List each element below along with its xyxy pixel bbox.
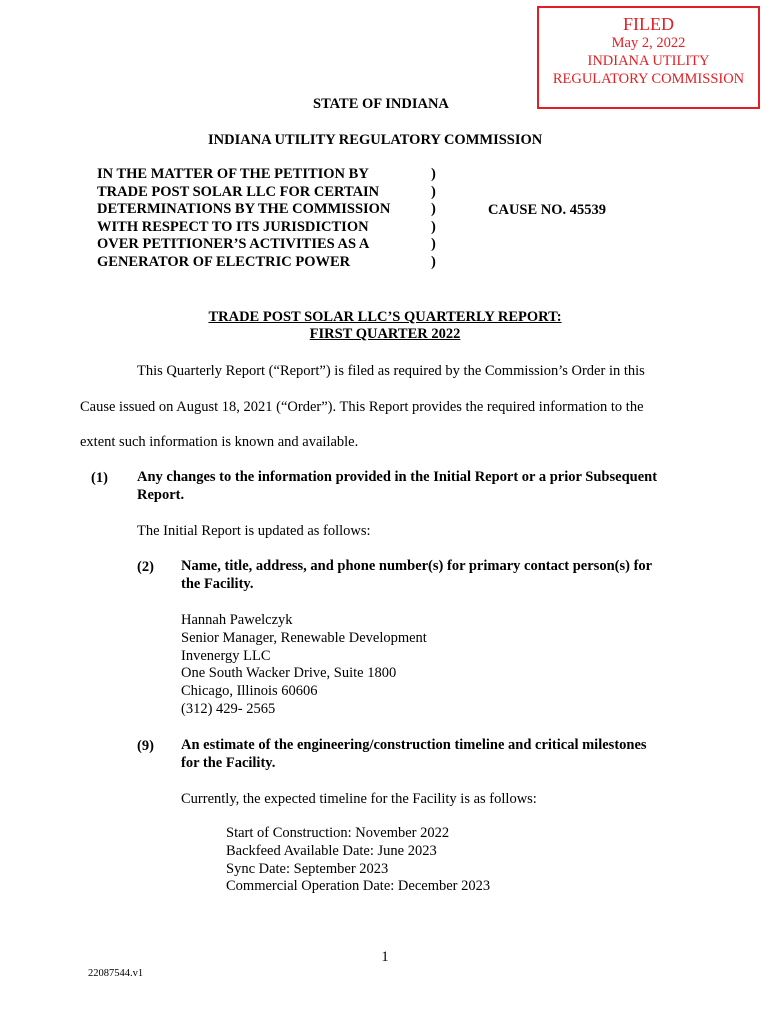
item-9-lead: Currently, the expected timeline for the Facility is as follows: bbox=[181, 791, 537, 807]
caption-parentheses bbox=[431, 166, 436, 272]
section-1-heading-line2: Report. bbox=[137, 486, 185, 503]
caption-line: TRADE POST SOLAR LLC FOR CERTAIN bbox=[97, 183, 380, 200]
milestone-backfeed: Backfeed Available Date: June 2023 bbox=[226, 842, 437, 859]
caption-line: OVER PETITIONER’S ACTIVITIES AS A bbox=[97, 236, 370, 253]
caption-paren: ) bbox=[431, 201, 436, 218]
page-number: 1 bbox=[381, 949, 389, 965]
commission-heading: INDIANA UTILITY REGULATORY COMMISSION bbox=[208, 132, 543, 148]
contact-block bbox=[181, 612, 427, 719]
section-1-heading-line1: Any changes to the information provided in the Initial Report or a prior Subsequent bbox=[137, 469, 658, 485]
caption-line: IN THE MATTER OF THE PETITION BY bbox=[97, 166, 369, 182]
case-caption bbox=[97, 166, 390, 272]
stamp-status: FILED bbox=[623, 14, 674, 34]
section-1-heading bbox=[137, 469, 657, 505]
intro-line3: extent such information is known and available. bbox=[80, 434, 359, 450]
report-title-line2: FIRST QUARTER 2022 bbox=[309, 326, 461, 342]
stamp-date: May 2, 2022 bbox=[611, 35, 686, 51]
contact-phone: (312) 429- 2565 bbox=[181, 700, 276, 717]
contact-street: One South Wacker Drive, Suite 1800 bbox=[181, 665, 397, 682]
item-2-heading bbox=[181, 558, 652, 594]
item-9-heading-line1: An estimate of the engineering/construction timeline and critical milestones bbox=[181, 737, 647, 753]
contact-title: Senior Manager, Renewable Development bbox=[181, 629, 427, 646]
item-2-heading-line2: the Facility. bbox=[181, 575, 254, 592]
item-9-number: (9) bbox=[137, 738, 154, 754]
caption-paren: ) bbox=[431, 183, 436, 200]
stamp-agency-line1: INDIANA UTILITY bbox=[587, 53, 710, 69]
milestone-construction: Start of Construction: November 2022 bbox=[226, 825, 450, 841]
caption-paren: ) bbox=[431, 236, 436, 253]
section-1-update-text: The Initial Report is updated as follows: bbox=[137, 523, 371, 539]
caption-paren: ) bbox=[431, 218, 436, 235]
caption-paren: ) bbox=[431, 166, 436, 182]
contact-name: Hannah Pawelczyk bbox=[181, 612, 293, 628]
state-heading: STATE OF INDIANA bbox=[313, 96, 449, 112]
filed-stamp bbox=[537, 6, 760, 109]
milestone-commercial-operation: Commercial Operation Date: December 2023 bbox=[226, 878, 491, 895]
item-2-number: (2) bbox=[137, 559, 154, 575]
report-title-line1: TRADE POST SOLAR LLC’S QUARTERLY REPORT: bbox=[208, 309, 562, 325]
item-9-heading-line2: for the Facility. bbox=[181, 754, 276, 771]
caption-line: WITH RESPECT TO ITS JURISDICTION bbox=[97, 218, 369, 235]
contact-company: Invenergy LLC bbox=[181, 647, 271, 664]
item-9-heading bbox=[181, 737, 647, 773]
contact-city: Chicago, Illinois 60606 bbox=[181, 683, 318, 700]
report-title bbox=[0, 309, 770, 343]
document-id: 22087544.v1 bbox=[88, 968, 144, 979]
caption-line: GENERATOR OF ELECTRIC POWER bbox=[97, 253, 351, 270]
item-2-heading-line1: Name, title, address, and phone number(s) for primary contact person(s) for bbox=[181, 558, 653, 574]
cause-number: CAUSE NO. 45539 bbox=[488, 202, 607, 218]
stamp-agency-line2: REGULATORY COMMISSION bbox=[552, 71, 745, 87]
section-1-number: (1) bbox=[91, 470, 108, 486]
caption-paren: ) bbox=[431, 253, 436, 270]
milestone-sync: Sync Date: September 2023 bbox=[226, 860, 389, 877]
caption-line: DETERMINATIONS BY THE COMMISSION bbox=[97, 201, 391, 218]
intro-line2: Cause issued on August 18, 2021 (“Order”). This Report provides the required information to the bbox=[80, 399, 644, 415]
milestones-list bbox=[226, 825, 490, 896]
intro-line1: This Quarterly Report (“Report”) is filed as required by the Commission’s Order in this bbox=[137, 363, 645, 379]
